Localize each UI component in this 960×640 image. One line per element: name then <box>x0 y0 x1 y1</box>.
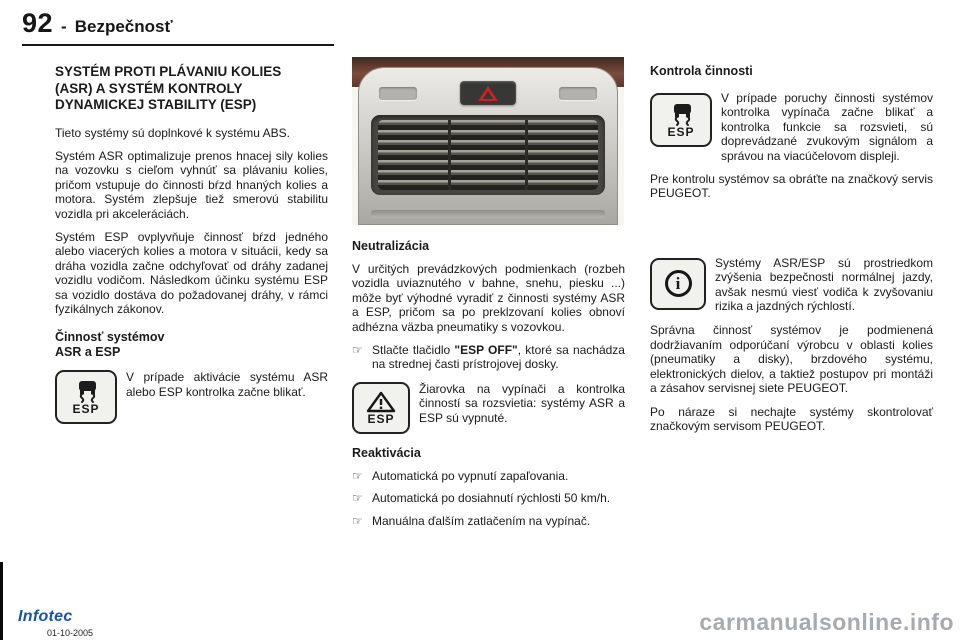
console-button-row <box>359 68 617 105</box>
hazard-triangle-icon <box>478 86 498 101</box>
esp-lamp-label: ESP <box>367 411 395 426</box>
pointing-hand-icon: ☞ <box>352 513 363 528</box>
esp-skid-car-glyph <box>659 102 703 126</box>
esp-skid-car-glyph <box>64 379 108 403</box>
paragraph: Pre kontrolu systémov sa obráťte na značkový servis PEUGEOT. <box>650 172 933 201</box>
esp-off-lamp-note-block <box>352 382 625 434</box>
instruction-text <box>372 343 625 372</box>
warning-triangle-esp-icon <box>352 382 410 434</box>
instruction-step <box>352 469 625 483</box>
esp-fault-note-block <box>650 91 933 163</box>
esp-lamp-note-block <box>55 370 328 424</box>
paragraph: Tieto systémy sú doplnkové k systému ABS. <box>55 125 290 140</box>
paragraph: Po náraze si nechajte systémy skontrolovať značkovým servisom PEUGEOT. <box>650 404 933 433</box>
blank-button-right <box>559 87 597 100</box>
esp-lamp-note-text: V prípade aktivácie systému ASR alebo ESP kontrolka začne blikať. <box>126 370 328 399</box>
column-middle <box>352 57 625 536</box>
instruction-text: Manuálna ďalším zatlačením na vypínač. <box>372 513 591 528</box>
instruction-step <box>352 514 625 528</box>
page-header <box>22 8 173 39</box>
pointing-hand-icon: ☞ <box>352 491 363 506</box>
chapter-title: SYSTÉM PROTI PLÁVANIU KOLIES (ASR) A SYSTÉM KONTROLY DYNAMICKEJ STABILITY (ESP) <box>55 64 282 112</box>
lamp-note-text: Žiarovka na vypínači a kontrolka činností sa rozsvietia: systémy ASR a ESP sú vypnuté. <box>419 381 625 425</box>
header-dash: - <box>61 17 67 36</box>
instruction-text: Automatická po vypnutí zapaľovania. <box>372 468 569 483</box>
binding-mark <box>0 562 3 640</box>
paragraph: Systém ASR optimalizuje prenos hnacej sily kolies na vozovku s cieľom vyhnúť sa plávaniu kolies, pričom vstupuje do činnosti bŕzd hnaných kolies a motora. Systém zlepšuje tiež smerovú stabilitu vozidla pri akceleráciách. <box>55 148 328 221</box>
instruction-step <box>352 491 625 505</box>
instruction-text-part: Stlačte tlačidlo <box>372 343 455 358</box>
esp-warning-lamp-icon <box>650 93 712 147</box>
subheading-line: ASR a ESP <box>55 345 121 360</box>
info-note-block <box>650 256 933 314</box>
info-icon <box>650 258 706 310</box>
paragraph: V určitých prevádzkových podmienkach (rozbeh vozidla uviaznutého v bahne, snehu, piesku ...) môže byť výhodné vyradiť z činnosti systémy ASR a ESP, pričom sa po preklzovaní kolies obnoví adhézna väzba pneumatiky s vozovkou. <box>352 262 625 334</box>
esp-lamp-label: ESP <box>72 402 100 417</box>
esp-warning-lamp-icon <box>55 370 117 424</box>
paragraph: Systém ESP ovplyvňuje činnosť bŕzd jedného alebo viacerých kolies a motora v situácii, kedy sa dráha vozidla začne odchyľovať od dráhy zadanej vozidlu vodičom. Následkom účinku systému ESP sa vozidlo dostáva do požadovanej dráhy, v rámci fyzikálnych zákonov. <box>55 229 328 316</box>
air-vents <box>371 115 605 195</box>
esp-off-button-reference: "ESP OFF" <box>454 343 518 358</box>
vent-slats <box>378 120 598 190</box>
pointing-hand-icon: ☞ <box>352 343 363 358</box>
console-panel <box>358 67 618 225</box>
page-number: 92 <box>22 8 54 38</box>
vent-divider <box>448 120 451 190</box>
print-date: 01-10-2005 <box>47 628 94 638</box>
column-left <box>55 64 328 424</box>
section-title: Bezpečnosť <box>74 17 173 36</box>
info-circle-glyph: i <box>665 270 692 297</box>
center-console-photo <box>352 57 624 225</box>
column-right <box>650 64 933 442</box>
subheading-neutralization: Neutralizácia <box>352 239 430 253</box>
hazard-warning-button <box>460 81 516 105</box>
warning-triangle-glyph <box>366 391 396 413</box>
instruction-text-part: , ktoré sa nachádza na strednej časti prístrojovej dosky. <box>372 343 625 372</box>
infotec-logo: Infotec <box>18 608 73 625</box>
watermark: carmanualsonline.info <box>699 609 954 635</box>
vent-divider <box>525 120 528 190</box>
subheading-asr-esp-operation <box>55 330 328 360</box>
paragraph: Správna činnosť systémov je podmienená dodržiavaním odporúčaní výrobcu v oblasti kolies (pneumatiky a disky), brzdového systému, elektronických dielov, a taktiež postupov pri montáži a zásahov servisnej siete PEUGEOT. <box>650 323 933 396</box>
instruction-step <box>352 343 625 372</box>
header-rule <box>22 44 334 46</box>
console-lower-trim <box>371 210 605 218</box>
esp-lamp-label: ESP <box>667 125 695 139</box>
subheading-reactivation: Reaktivácia <box>352 445 421 460</box>
blank-button-left <box>379 87 417 100</box>
subheading-line: Činnosť systémov <box>55 330 165 345</box>
info-note-text: Systémy ASR/ESP sú prostriedkom zvýšenia bezpečnosti normálnej jazdy, avšak nesmú viesť vodiča k zvyšovaniu rizika a jazdných rýchlostí. <box>715 255 933 314</box>
pointing-hand-icon: ☞ <box>352 468 363 483</box>
fault-note-text: V prípade poruchy činnosti systémov kontrolka vypínača začne blikať a kontrolka funkcie sa rozsvieti, sú doprevádzané zvukovým signálom a správou na viacúčelovom displeji. <box>721 91 933 163</box>
instruction-text: Automatická po dosiahnutí rýchlosti 50 km/h. <box>372 491 611 506</box>
subheading-operation-check: Kontrola činnosti <box>650 64 753 78</box>
